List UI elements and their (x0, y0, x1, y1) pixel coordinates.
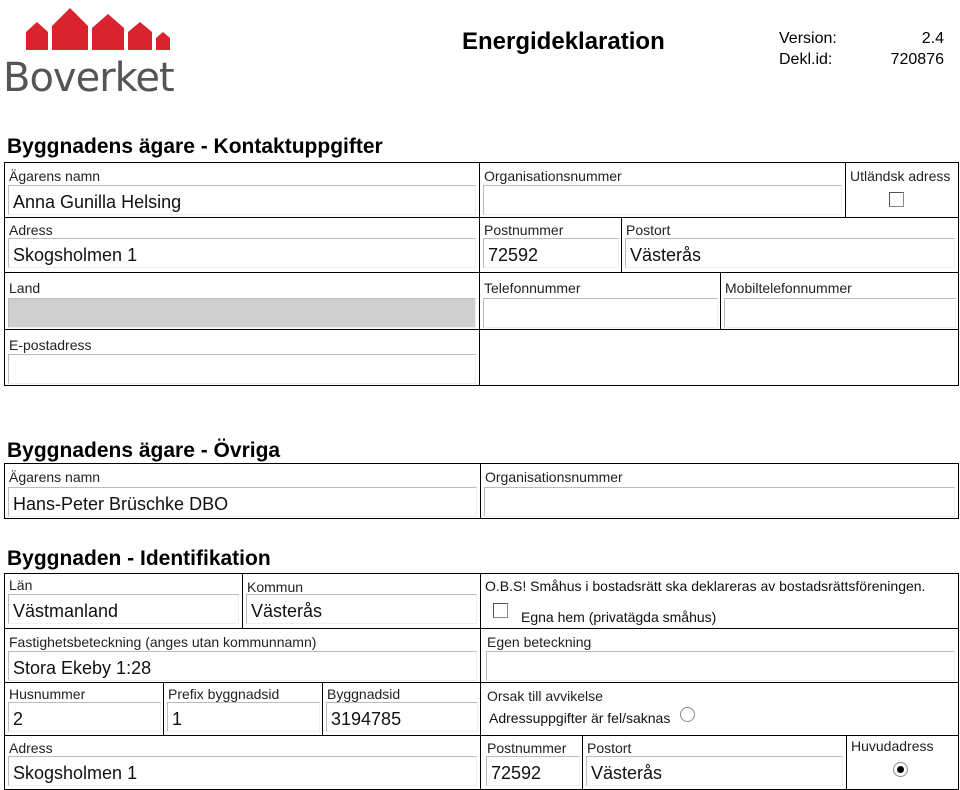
owner-postnr-label: Postnummer (484, 222, 564, 238)
prefix-field[interactable]: 1 (167, 702, 320, 732)
owner-land-cell (4, 272, 480, 330)
egen-beteckning-label: Egen beteckning (487, 634, 592, 650)
boverket-logo (0, 0, 190, 100)
building-address-label: Adress (9, 740, 53, 756)
foreign-address-checkbox[interactable] (889, 192, 904, 207)
version-label: Version: (779, 30, 837, 47)
orsak-option-label: Adressuppgifter är fel/saknas (489, 710, 671, 726)
fastighet-cell (4, 628, 481, 683)
egna-hem-label: Egna hem (privatägda småhus) (521, 609, 717, 625)
owner-contact-heading: Byggnadens ägare - Kontaktuppgifter (7, 135, 383, 158)
building-postort-label: Postort (587, 740, 632, 756)
owner-email-cell (4, 329, 480, 386)
kommun-field[interactable]: Västerås (246, 594, 477, 624)
owner-mobile-label: Mobiltelefonnummer (725, 280, 852, 296)
lan-label: Län (9, 577, 33, 593)
owner-phone-field[interactable] (483, 298, 718, 328)
building-heading: Byggnaden - Identifikation (7, 547, 271, 570)
owner-postort-field[interactable]: Västerås (625, 238, 955, 268)
husnummer-label: Husnummer (9, 686, 86, 702)
owner-orgnr-field[interactable] (483, 185, 842, 215)
owner-name-cell (4, 162, 480, 218)
owner-email-label: E-postadress (9, 337, 92, 353)
foreign-address-label: Utländsk adress (850, 168, 951, 184)
owner-mobile-cell (720, 272, 959, 330)
orsak-label: Orsak till avvikelse (487, 688, 603, 704)
other-name-label: Ägarens namn (9, 469, 101, 485)
owner-orgnr-cell (479, 162, 846, 218)
other-name-field[interactable]: Hans-Peter Brüschke DBO (8, 487, 477, 517)
huvudadress-label: Huvudadress (851, 738, 934, 754)
owner-address-cell (4, 217, 480, 273)
egen-beteckning-field[interactable] (486, 651, 955, 681)
other-orgnr-field[interactable] (484, 487, 955, 517)
kommun-cell (242, 573, 481, 629)
owner-postort-cell (621, 217, 959, 273)
obs-cell (480, 573, 959, 629)
owner-postnr-field[interactable]: 72592 (483, 238, 619, 268)
building-postnr-field[interactable]: 72592 (486, 756, 580, 786)
owner-email-empty-cell (479, 329, 959, 386)
owner-phone-label: Telefonnummer (484, 280, 581, 296)
owner-address-label: Adress (9, 222, 53, 238)
owner-other-heading: Byggnadens ägare - Övriga (7, 439, 281, 462)
egna-hem-checkbox[interactable] (493, 603, 508, 618)
huvudadress-radio[interactable] (893, 762, 908, 777)
other-name-cell (4, 463, 481, 519)
owner-orgnr-label: Organisationsnummer (484, 168, 622, 184)
obs-note: O.B.S! Småhus i bostadsrätt ska deklareras av bostadsrättsföreningen. (485, 578, 926, 594)
orsak-cell (480, 682, 959, 736)
logo-text: Boverket (3, 55, 174, 101)
prefix-label: Prefix byggnadsid (168, 686, 280, 702)
owner-name-label: Ägarens namn (9, 168, 101, 184)
orsak-radio[interactable] (680, 707, 695, 722)
egen-beteckning-cell (480, 628, 959, 683)
other-orgnr-cell (480, 463, 959, 519)
building-postnr-cell (480, 735, 583, 790)
version-value: 2.4 (921, 30, 944, 47)
building-postort-field[interactable]: Västerås (586, 756, 843, 786)
foreign-address-cell (845, 162, 959, 218)
deklid-label: Dekl.id: (779, 51, 833, 68)
building-address-cell (4, 735, 481, 790)
kommun-label: Kommun (247, 579, 304, 595)
owner-land-field[interactable] (8, 298, 476, 328)
byggnadsid-cell (322, 682, 481, 736)
logo-houses-icon (0, 0, 190, 60)
prefix-cell (163, 682, 323, 736)
owner-address-field[interactable]: Skogsholmen 1 (8, 238, 476, 268)
building-address-field[interactable]: Skogsholmen 1 (8, 756, 477, 786)
fastighet-field[interactable]: Stora Ekeby 1:28 (8, 651, 477, 681)
owner-postnr-cell (479, 217, 622, 273)
lan-cell (4, 573, 243, 629)
owner-email-field[interactable] (8, 354, 476, 384)
owner-land-label: Land (9, 280, 41, 296)
husnummer-cell (4, 682, 164, 736)
building-postnr-label: Postnummer (487, 740, 567, 756)
byggnadsid-field[interactable]: 3194785 (326, 702, 478, 732)
deklid-value: 720876 (890, 51, 944, 68)
owner-name-field[interactable]: Anna Gunilla Helsing (8, 185, 476, 215)
huvudadress-cell (846, 735, 959, 790)
building-postort-cell (582, 735, 847, 790)
husnummer-field[interactable]: 2 (8, 702, 161, 732)
other-orgnr-label: Organisationsnummer (485, 469, 623, 485)
lan-field[interactable]: Västmanland (8, 594, 239, 624)
owner-phone-cell (479, 272, 721, 330)
page-title: Energideklaration (462, 28, 665, 55)
owner-mobile-field[interactable] (724, 298, 956, 328)
fastighet-label: Fastighetsbeteckning (anges utan kommunnamn) (9, 634, 317, 650)
owner-postort-label: Postort (626, 222, 671, 238)
byggnadsid-label: Byggnadsid (327, 686, 401, 702)
